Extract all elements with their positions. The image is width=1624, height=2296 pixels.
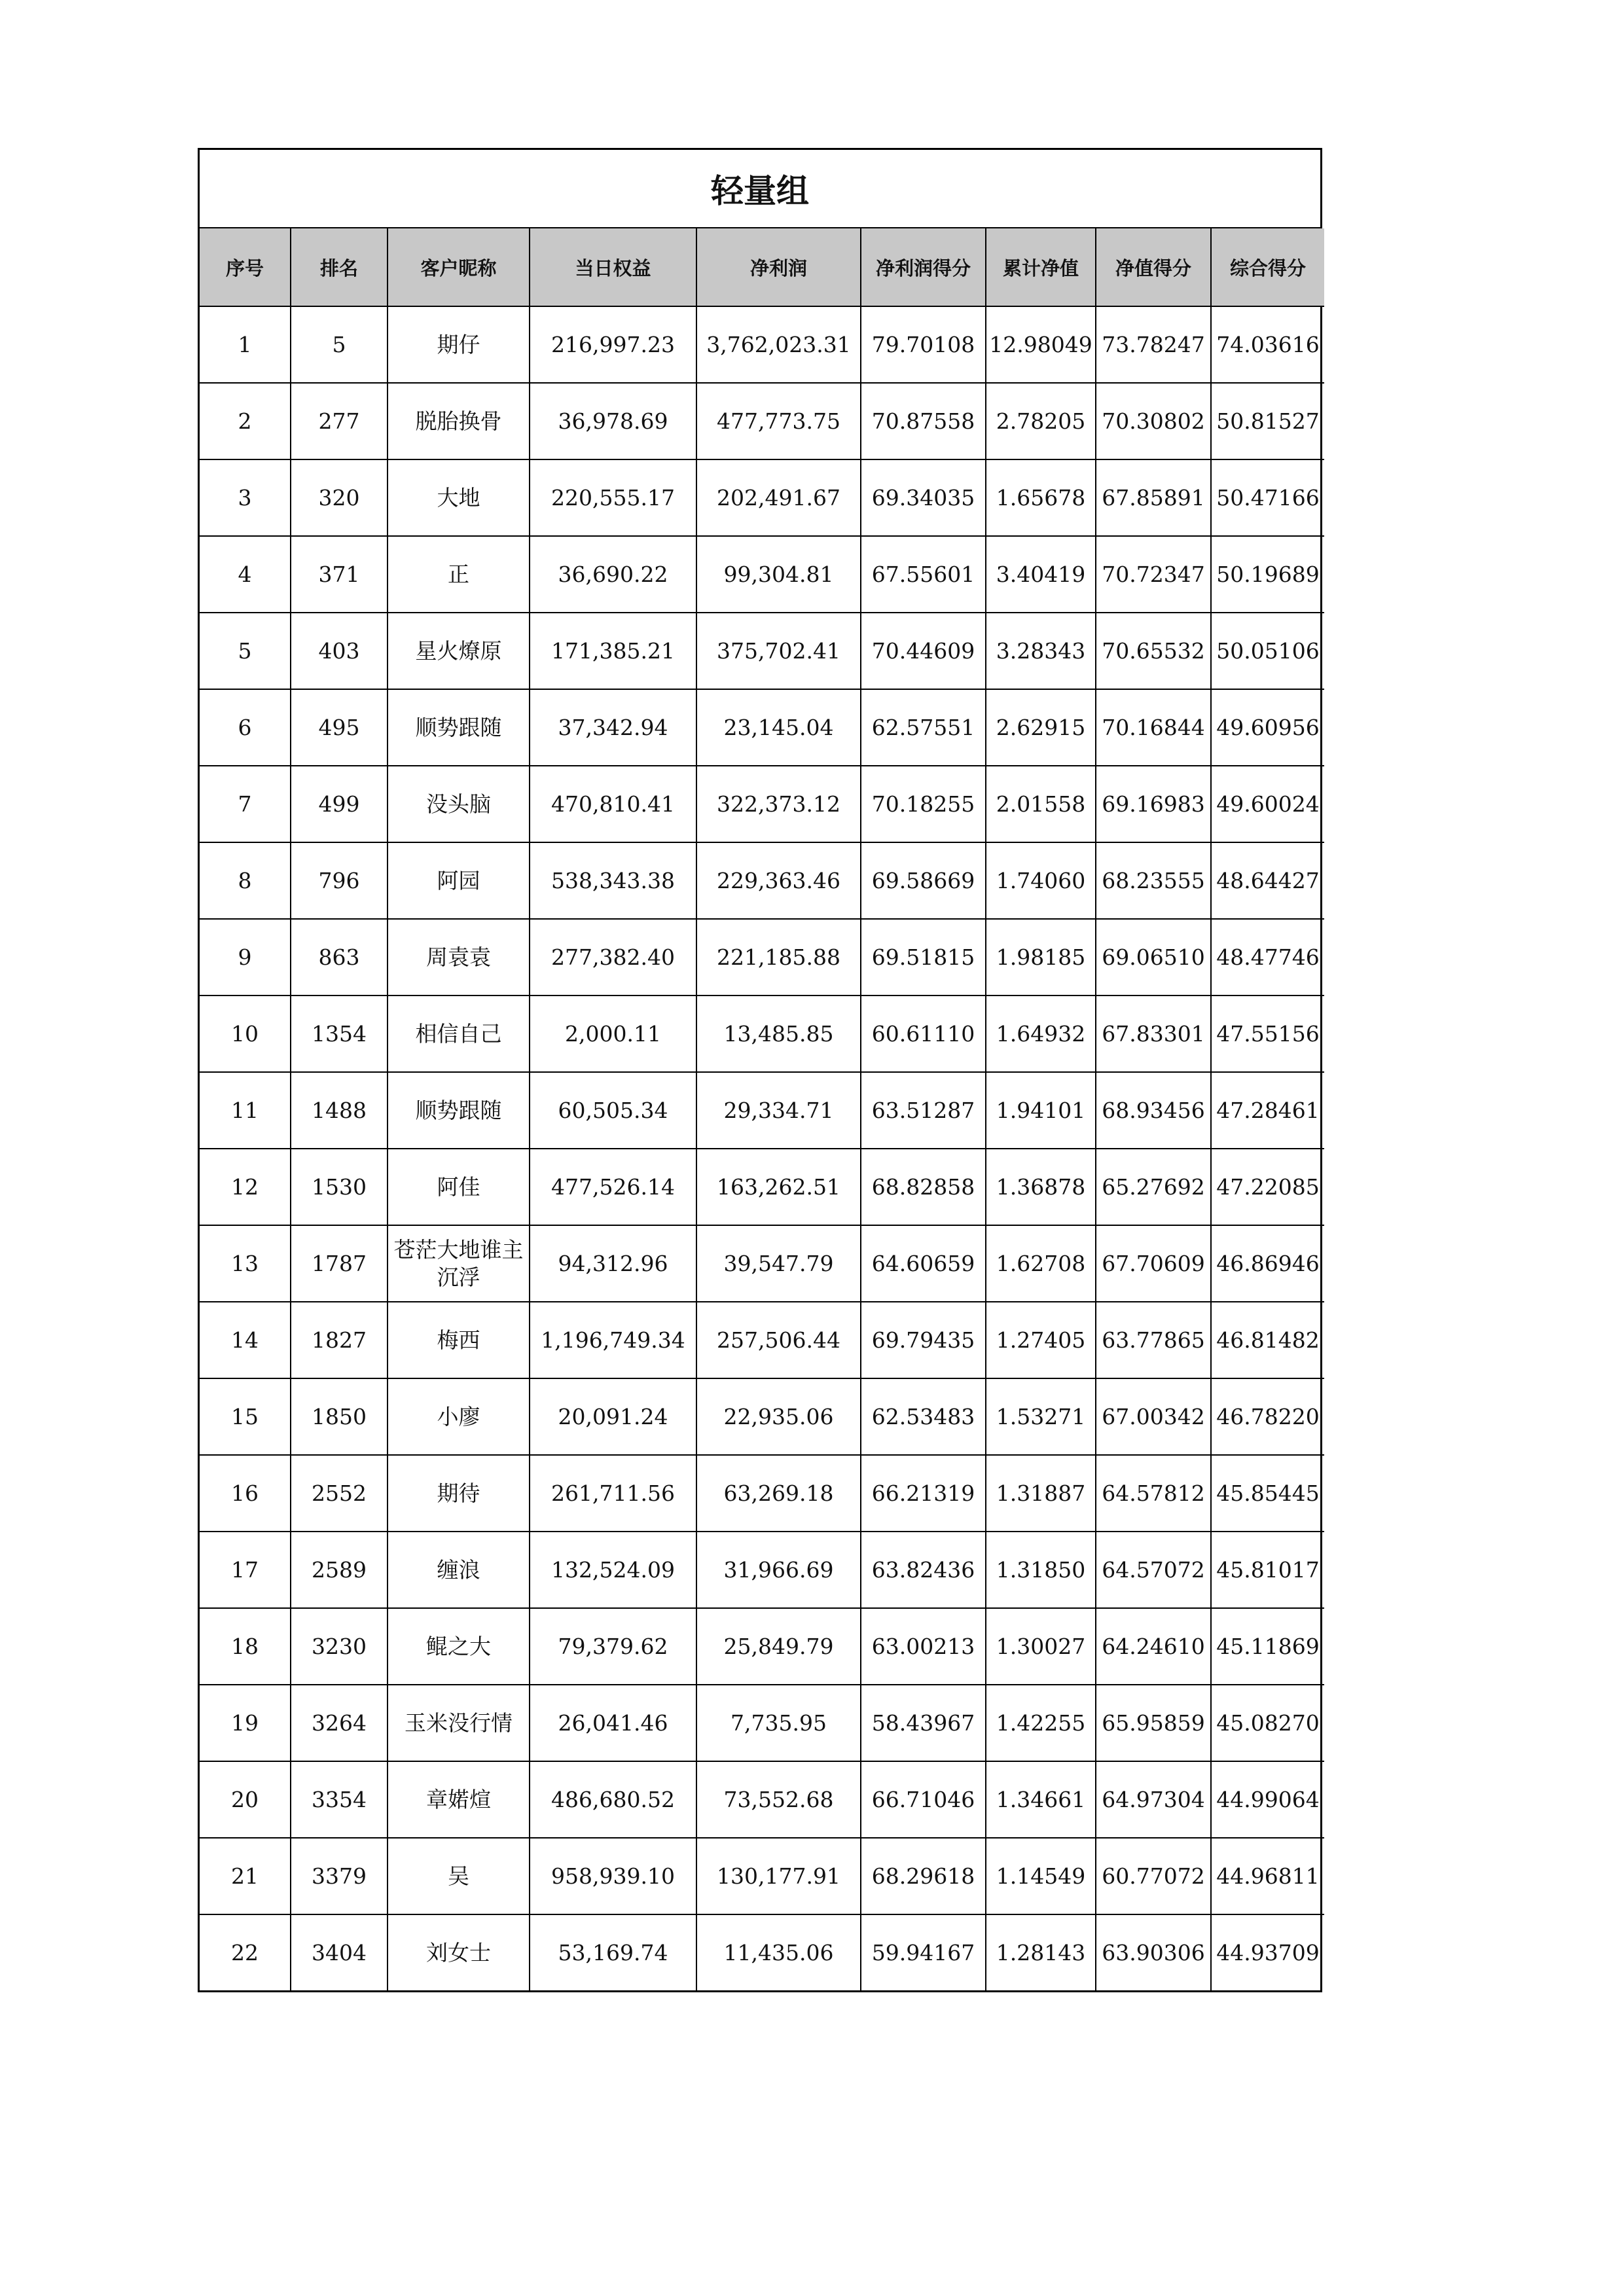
net-profit-cell: 257,506.44 (696, 1302, 861, 1378)
nav-score-cell: 70.65532 (1096, 613, 1211, 689)
nickname-cell: 大地 (388, 459, 530, 536)
table-row (200, 1378, 1324, 1455)
nickname-cell: 苍茫大地谁主沉浮 (388, 1225, 530, 1302)
profit-score-cell: 79.70108 (861, 306, 986, 383)
profit-score-cell: 70.44609 (861, 613, 986, 689)
nav-score-cell: 68.23555 (1096, 842, 1211, 919)
cumulative-nav-cell: 2.62915 (986, 689, 1096, 766)
nav-score-cell: 70.72347 (1096, 536, 1211, 613)
total-score-cell: 47.22085 (1211, 1149, 1324, 1225)
table-row (200, 1838, 1324, 1914)
cumulative-nav-cell: 1.94101 (986, 1072, 1096, 1149)
column-header-rank: 排名 (291, 228, 388, 306)
index-cell: 11 (200, 1072, 291, 1149)
index-cell: 22 (200, 1914, 291, 1990)
nickname-cell: 相信自己 (388, 996, 530, 1072)
total-score-cell: 46.78220 (1211, 1378, 1324, 1455)
index-cell: 13 (200, 1225, 291, 1302)
index-cell: 9 (200, 919, 291, 996)
rank-cell: 371 (291, 536, 388, 613)
table-row (200, 1072, 1324, 1149)
rank-cell: 3354 (291, 1761, 388, 1838)
profit-score-cell: 63.00213 (861, 1608, 986, 1685)
total-score-cell: 49.60024 (1211, 766, 1324, 842)
rank-cell: 2552 (291, 1455, 388, 1532)
nickname-cell: 脱胎换骨 (388, 383, 530, 459)
nickname-cell: 吴 (388, 1838, 530, 1914)
table-body (200, 306, 1324, 1990)
nav-score-cell: 67.70609 (1096, 1225, 1211, 1302)
rank-cell: 3404 (291, 1914, 388, 1990)
column-header-nav-score: 净值得分 (1096, 228, 1211, 306)
net-profit-cell: 202,491.67 (696, 459, 861, 536)
net-profit-cell: 375,702.41 (696, 613, 861, 689)
table-row (200, 383, 1324, 459)
cumulative-nav-cell: 1.74060 (986, 842, 1096, 919)
table-row (200, 1608, 1324, 1685)
total-score-cell: 45.85445 (1211, 1455, 1324, 1532)
nav-score-cell: 68.93456 (1096, 1072, 1211, 1149)
net-profit-cell: 25,849.79 (696, 1608, 861, 1685)
cumulative-nav-cell: 1.31887 (986, 1455, 1096, 1532)
index-cell: 14 (200, 1302, 291, 1378)
column-header-net-profit: 净利润 (696, 228, 861, 306)
nav-score-cell: 69.16983 (1096, 766, 1211, 842)
cumulative-nav-cell: 1.42255 (986, 1685, 1096, 1761)
total-score-cell: 49.60956 (1211, 689, 1324, 766)
nav-score-cell: 67.85891 (1096, 459, 1211, 536)
table-row (200, 996, 1324, 1072)
total-score-cell: 44.93709 (1211, 1914, 1324, 1990)
cumulative-nav-cell: 1.14549 (986, 1838, 1096, 1914)
equity-cell: 486,680.52 (530, 1761, 696, 1838)
column-header-index: 序号 (200, 228, 291, 306)
equity-cell: 79,379.62 (530, 1608, 696, 1685)
total-score-cell: 50.81527 (1211, 383, 1324, 459)
table-row (200, 766, 1324, 842)
rank-cell: 796 (291, 842, 388, 919)
rank-cell: 1787 (291, 1225, 388, 1302)
profit-score-cell: 69.34035 (861, 459, 986, 536)
net-profit-cell: 163,262.51 (696, 1149, 861, 1225)
profit-score-cell: 62.53483 (861, 1378, 986, 1455)
rank-cell: 3379 (291, 1838, 388, 1914)
index-cell: 8 (200, 842, 291, 919)
profit-score-cell: 66.71046 (861, 1761, 986, 1838)
profit-score-cell: 66.21319 (861, 1455, 986, 1532)
net-profit-cell: 22,935.06 (696, 1378, 861, 1455)
net-profit-cell: 11,435.06 (696, 1914, 861, 1990)
equity-cell: 36,690.22 (530, 536, 696, 613)
table-row (200, 536, 1324, 613)
profit-score-cell: 62.57551 (861, 689, 986, 766)
equity-cell: 37,342.94 (530, 689, 696, 766)
total-score-cell: 45.08270 (1211, 1685, 1324, 1761)
nickname-cell: 顺势跟随 (388, 689, 530, 766)
cumulative-nav-cell: 1.65678 (986, 459, 1096, 536)
index-cell: 5 (200, 613, 291, 689)
total-score-cell: 44.96811 (1211, 1838, 1324, 1914)
nickname-cell: 期待 (388, 1455, 530, 1532)
index-cell: 7 (200, 766, 291, 842)
equity-cell: 60,505.34 (530, 1072, 696, 1149)
profit-score-cell: 63.51287 (861, 1072, 986, 1149)
cumulative-nav-cell: 3.28343 (986, 613, 1096, 689)
column-header-total-score: 综合得分 (1211, 228, 1324, 306)
profit-score-cell: 58.43967 (861, 1685, 986, 1761)
total-score-cell: 45.11869 (1211, 1608, 1324, 1685)
nav-score-cell: 64.57812 (1096, 1455, 1211, 1532)
index-cell: 3 (200, 459, 291, 536)
nav-score-cell: 67.83301 (1096, 996, 1211, 1072)
net-profit-cell: 29,334.71 (696, 1072, 861, 1149)
rank-cell: 1850 (291, 1378, 388, 1455)
nickname-cell: 阿佳 (388, 1149, 530, 1225)
table-row (200, 1149, 1324, 1225)
net-profit-cell: 13,485.85 (696, 996, 861, 1072)
total-score-cell: 50.19689 (1211, 536, 1324, 613)
nav-score-cell: 69.06510 (1096, 919, 1211, 996)
index-cell: 18 (200, 1608, 291, 1685)
rank-cell: 499 (291, 766, 388, 842)
profit-score-cell: 69.79435 (861, 1302, 986, 1378)
rank-cell: 863 (291, 919, 388, 996)
table-row (200, 919, 1324, 996)
total-score-cell: 48.47746 (1211, 919, 1324, 996)
profit-score-cell: 70.18255 (861, 766, 986, 842)
equity-cell: 36,978.69 (530, 383, 696, 459)
total-score-cell: 48.64427 (1211, 842, 1324, 919)
rank-cell: 495 (291, 689, 388, 766)
rank-cell: 1827 (291, 1302, 388, 1378)
nickname-cell: 周袁袁 (388, 919, 530, 996)
table-row (200, 1455, 1324, 1532)
header-row (200, 228, 1324, 306)
equity-cell: 1,196,749.34 (530, 1302, 696, 1378)
cumulative-nav-cell: 1.62708 (986, 1225, 1096, 1302)
index-cell: 17 (200, 1532, 291, 1608)
total-score-cell: 46.81482 (1211, 1302, 1324, 1378)
total-score-cell: 50.47166 (1211, 459, 1324, 536)
nickname-cell: 星火燎原 (388, 613, 530, 689)
table-row (200, 1761, 1324, 1838)
table-row (200, 1225, 1324, 1302)
page-title: 轻量组 (711, 172, 809, 210)
rank-cell: 277 (291, 383, 388, 459)
rank-cell: 1354 (291, 996, 388, 1072)
index-cell: 1 (200, 306, 291, 383)
profit-score-cell: 69.58669 (861, 842, 986, 919)
nav-score-cell: 64.57072 (1096, 1532, 1211, 1608)
nickname-cell: 顺势跟随 (388, 1072, 530, 1149)
rank-cell: 3230 (291, 1608, 388, 1685)
ranking-sheet (198, 148, 1322, 1992)
net-profit-cell: 477,773.75 (696, 383, 861, 459)
title-row (200, 150, 1320, 228)
rank-cell: 1488 (291, 1072, 388, 1149)
nav-score-cell: 63.77865 (1096, 1302, 1211, 1378)
cumulative-nav-cell: 1.31850 (986, 1532, 1096, 1608)
nickname-cell: 玉米没行情 (388, 1685, 530, 1761)
nickname-cell: 没头脑 (388, 766, 530, 842)
nickname-cell: 阿园 (388, 842, 530, 919)
total-score-cell: 47.55156 (1211, 996, 1324, 1072)
equity-cell: 26,041.46 (530, 1685, 696, 1761)
nickname-cell: 缠浪 (388, 1532, 530, 1608)
equity-cell: 538,343.38 (530, 842, 696, 919)
index-cell: 21 (200, 1838, 291, 1914)
profit-score-cell: 68.29618 (861, 1838, 986, 1914)
table-row (200, 613, 1324, 689)
total-score-cell: 44.99064 (1211, 1761, 1324, 1838)
net-profit-cell: 7,735.95 (696, 1685, 861, 1761)
net-profit-cell: 23,145.04 (696, 689, 861, 766)
net-profit-cell: 73,552.68 (696, 1761, 861, 1838)
index-cell: 16 (200, 1455, 291, 1532)
nav-score-cell: 65.27692 (1096, 1149, 1211, 1225)
net-profit-cell: 130,177.91 (696, 1838, 861, 1914)
nickname-cell: 正 (388, 536, 530, 613)
nav-score-cell: 60.77072 (1096, 1838, 1211, 1914)
profit-score-cell: 60.61110 (861, 996, 986, 1072)
table-row (200, 1532, 1324, 1608)
table-row (200, 1685, 1324, 1761)
column-header-cumulative-nav: 累计净值 (986, 228, 1096, 306)
cumulative-nav-cell: 1.98185 (986, 919, 1096, 996)
profit-score-cell: 69.51815 (861, 919, 986, 996)
nickname-cell: 章婼煊 (388, 1761, 530, 1838)
column-header-profit-score: 净利润得分 (861, 228, 986, 306)
total-score-cell: 47.28461 (1211, 1072, 1324, 1149)
nickname-cell: 期仔 (388, 306, 530, 383)
cumulative-nav-cell: 12.98049 (986, 306, 1096, 383)
equity-cell: 958,939.10 (530, 1838, 696, 1914)
profit-score-cell: 67.55601 (861, 536, 986, 613)
table-row (200, 306, 1324, 383)
table-row (200, 459, 1324, 536)
table-row (200, 842, 1324, 919)
equity-cell: 132,524.09 (530, 1532, 696, 1608)
nav-score-cell: 65.95859 (1096, 1685, 1211, 1761)
net-profit-cell: 63,269.18 (696, 1455, 861, 1532)
equity-cell: 94,312.96 (530, 1225, 696, 1302)
index-cell: 20 (200, 1761, 291, 1838)
cumulative-nav-cell: 1.34661 (986, 1761, 1096, 1838)
index-cell: 4 (200, 536, 291, 613)
cumulative-nav-cell: 1.53271 (986, 1378, 1096, 1455)
cumulative-nav-cell: 1.27405 (986, 1302, 1096, 1378)
total-score-cell: 46.86946 (1211, 1225, 1324, 1302)
rank-cell: 1530 (291, 1149, 388, 1225)
rank-cell: 403 (291, 613, 388, 689)
index-cell: 2 (200, 383, 291, 459)
total-score-cell: 50.05106 (1211, 613, 1324, 689)
net-profit-cell: 229,363.46 (696, 842, 861, 919)
index-cell: 10 (200, 996, 291, 1072)
table-row (200, 1914, 1324, 1990)
net-profit-cell: 99,304.81 (696, 536, 861, 613)
cumulative-nav-cell: 3.40419 (986, 536, 1096, 613)
profit-score-cell: 70.87558 (861, 383, 986, 459)
index-cell: 12 (200, 1149, 291, 1225)
cumulative-nav-cell: 1.36878 (986, 1149, 1096, 1225)
profit-score-cell: 68.82858 (861, 1149, 986, 1225)
index-cell: 15 (200, 1378, 291, 1455)
rank-cell: 5 (291, 306, 388, 383)
net-profit-cell: 39,547.79 (696, 1225, 861, 1302)
nickname-cell: 鲲之大 (388, 1608, 530, 1685)
equity-cell: 171,385.21 (530, 613, 696, 689)
equity-cell: 277,382.40 (530, 919, 696, 996)
nav-score-cell: 63.90306 (1096, 1914, 1211, 1990)
nav-score-cell: 73.78247 (1096, 306, 1211, 383)
column-header-nickname: 客户昵称 (388, 228, 530, 306)
net-profit-cell: 3,762,023.31 (696, 306, 861, 383)
rank-cell: 2589 (291, 1532, 388, 1608)
nickname-cell: 梅西 (388, 1302, 530, 1378)
profit-score-cell: 59.94167 (861, 1914, 986, 1990)
column-header-equity: 当日权益 (530, 228, 696, 306)
rank-cell: 320 (291, 459, 388, 536)
equity-cell: 477,526.14 (530, 1149, 696, 1225)
ranking-table (200, 228, 1324, 1990)
total-score-cell: 45.81017 (1211, 1532, 1324, 1608)
net-profit-cell: 221,185.88 (696, 919, 861, 996)
nav-score-cell: 64.24610 (1096, 1608, 1211, 1685)
equity-cell: 20,091.24 (530, 1378, 696, 1455)
nickname-cell: 小廖 (388, 1378, 530, 1455)
cumulative-nav-cell: 2.78205 (986, 383, 1096, 459)
equity-cell: 53,169.74 (530, 1914, 696, 1990)
equity-cell: 2,000.11 (530, 996, 696, 1072)
cumulative-nav-cell: 1.30027 (986, 1608, 1096, 1685)
equity-cell: 261,711.56 (530, 1455, 696, 1532)
rank-cell: 3264 (291, 1685, 388, 1761)
net-profit-cell: 322,373.12 (696, 766, 861, 842)
cumulative-nav-cell: 1.64932 (986, 996, 1096, 1072)
nav-score-cell: 70.30802 (1096, 383, 1211, 459)
equity-cell: 220,555.17 (530, 459, 696, 536)
table-row (200, 1302, 1324, 1378)
nav-score-cell: 67.00342 (1096, 1378, 1211, 1455)
cumulative-nav-cell: 1.28143 (986, 1914, 1096, 1990)
equity-cell: 216,997.23 (530, 306, 696, 383)
table-row (200, 689, 1324, 766)
nickname-cell: 刘女士 (388, 1914, 530, 1990)
equity-cell: 470,810.41 (530, 766, 696, 842)
cumulative-nav-cell: 2.01558 (986, 766, 1096, 842)
profit-score-cell: 63.82436 (861, 1532, 986, 1608)
nav-score-cell: 70.16844 (1096, 689, 1211, 766)
nav-score-cell: 64.97304 (1096, 1761, 1211, 1838)
index-cell: 6 (200, 689, 291, 766)
index-cell: 19 (200, 1685, 291, 1761)
total-score-cell: 74.03616 (1211, 306, 1324, 383)
profit-score-cell: 64.60659 (861, 1225, 986, 1302)
net-profit-cell: 31,966.69 (696, 1532, 861, 1608)
